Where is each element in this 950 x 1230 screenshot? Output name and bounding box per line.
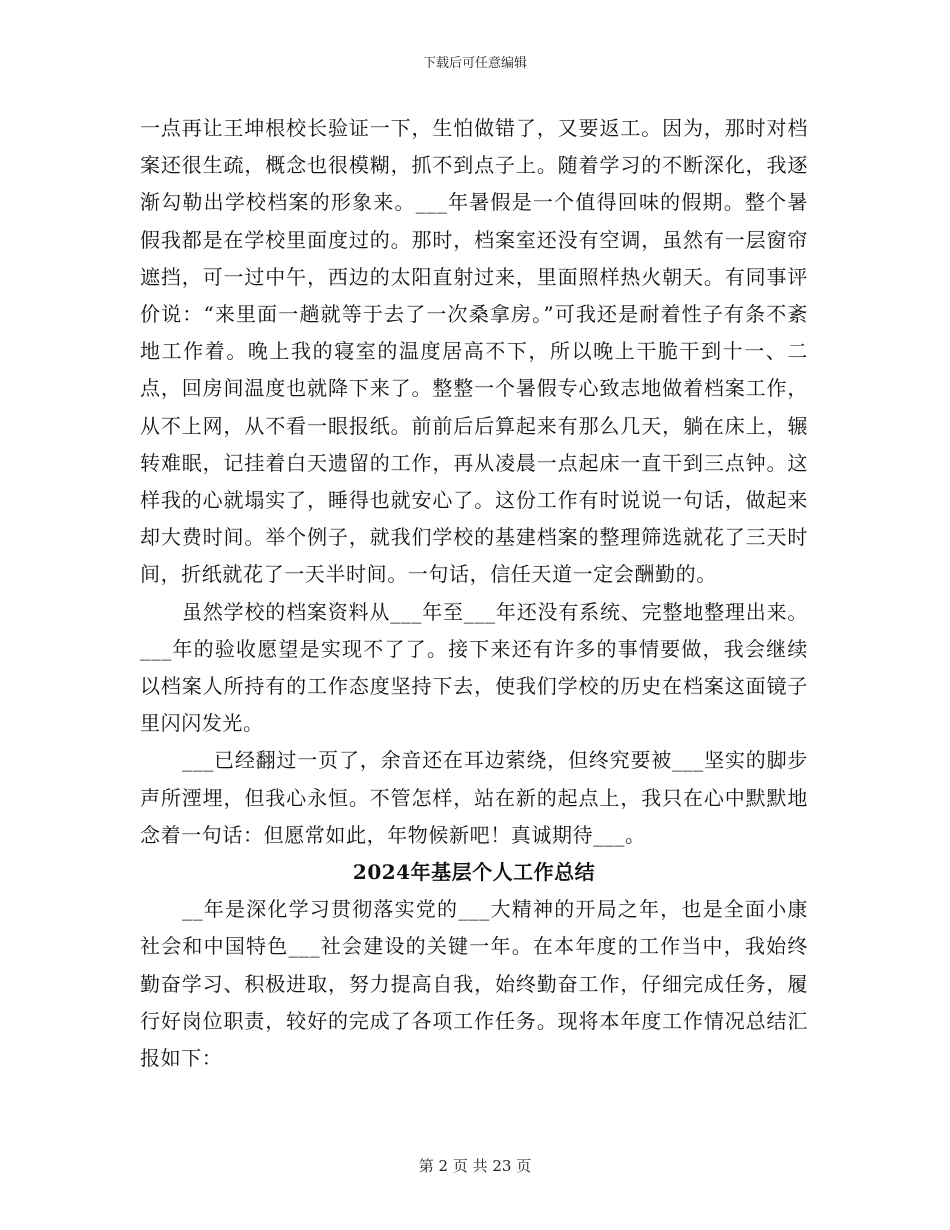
- paragraph-continued: 一点再让王坤根校长验证一下，生怕做错了，又要返工。因为，那时对档案还很生疏，概念也很模糊，抓不到点子上。随着学习的不断深化，我逐渐勾勒出学校档案的形象来。___年暑假是一个值得回味的假期。整个暑假我都是在学校里面度过的。那时，档案室还没有空调，虽然有一层窗帘遮挡，可一过中午，西边的太阳直射过来，里面照样热火朝天。有同事评价说：“来里面一趟就等于去了一次桑拿房。”可我还是耐着性子有条不紊地工作着。晚上我的寝室的温度居高不下，所以晚上干脆干到十一、二点，回房间温度也就降下来了。整整一个暑假专心致志地做着档案工作，从不上网，从不看一眼报纸。前前后后算起来有那么几天，躺在床上，辗转难眠，记挂着白天遗留的工作，再从凌晨一点起床一直干到三点钟。这样我的心就塌实了，睡得也就安心了。这份工作有时说说一句话，做起来却大费时间。举个例子，就我们学校的基建档案的整理筛选就花了三天时间，折纸就花了一天半时间。一句话，信任天道一定会酬勤的。: [140, 116, 808, 587]
- paragraph-archive-status: 虽然学校的档案资料从___年至___年还没有系统、完整地整理出来。___年的验收愿望是实现不了了。接下来还有许多的事情要做，我会继续以档案人所持有的工作态度坚持下去，使我们学校的历史在档案这面镜子里闪闪发光。: [140, 599, 808, 736]
- section-title: 2024年基层个人工作总结: [352, 860, 596, 885]
- paragraph-summary-intro: __年是深化学习贯彻落实党的___大精神的开局之年，也是全面小康社会和中国特色___社会建设的关键一年。在本年度的工作当中，我始终勤奋学习、积极进取，努力提高自我，始终勤奋工作，仔细完成任务，履行好岗位职责，较好的完成了各项工作任务。现将本年度工作情况总结汇报如下：: [140, 897, 808, 1071]
- page-footer: 第 2 页 共 23 页: [418, 1157, 532, 1175]
- page-header: 下载后可任意编辑: [422, 56, 527, 71]
- paragraph-closing: ___已经翻过一页了，余音还在耳边萦绕，但终究要被___坚实的脚步声所湮埋，但我心永恒。不管怎样，站在新的起点上，我只在心中默默地念着一句话：但愿常如此，年物候新吧！真诚期待___。: [140, 748, 808, 847]
- document-body: [140, 110, 808, 1077]
